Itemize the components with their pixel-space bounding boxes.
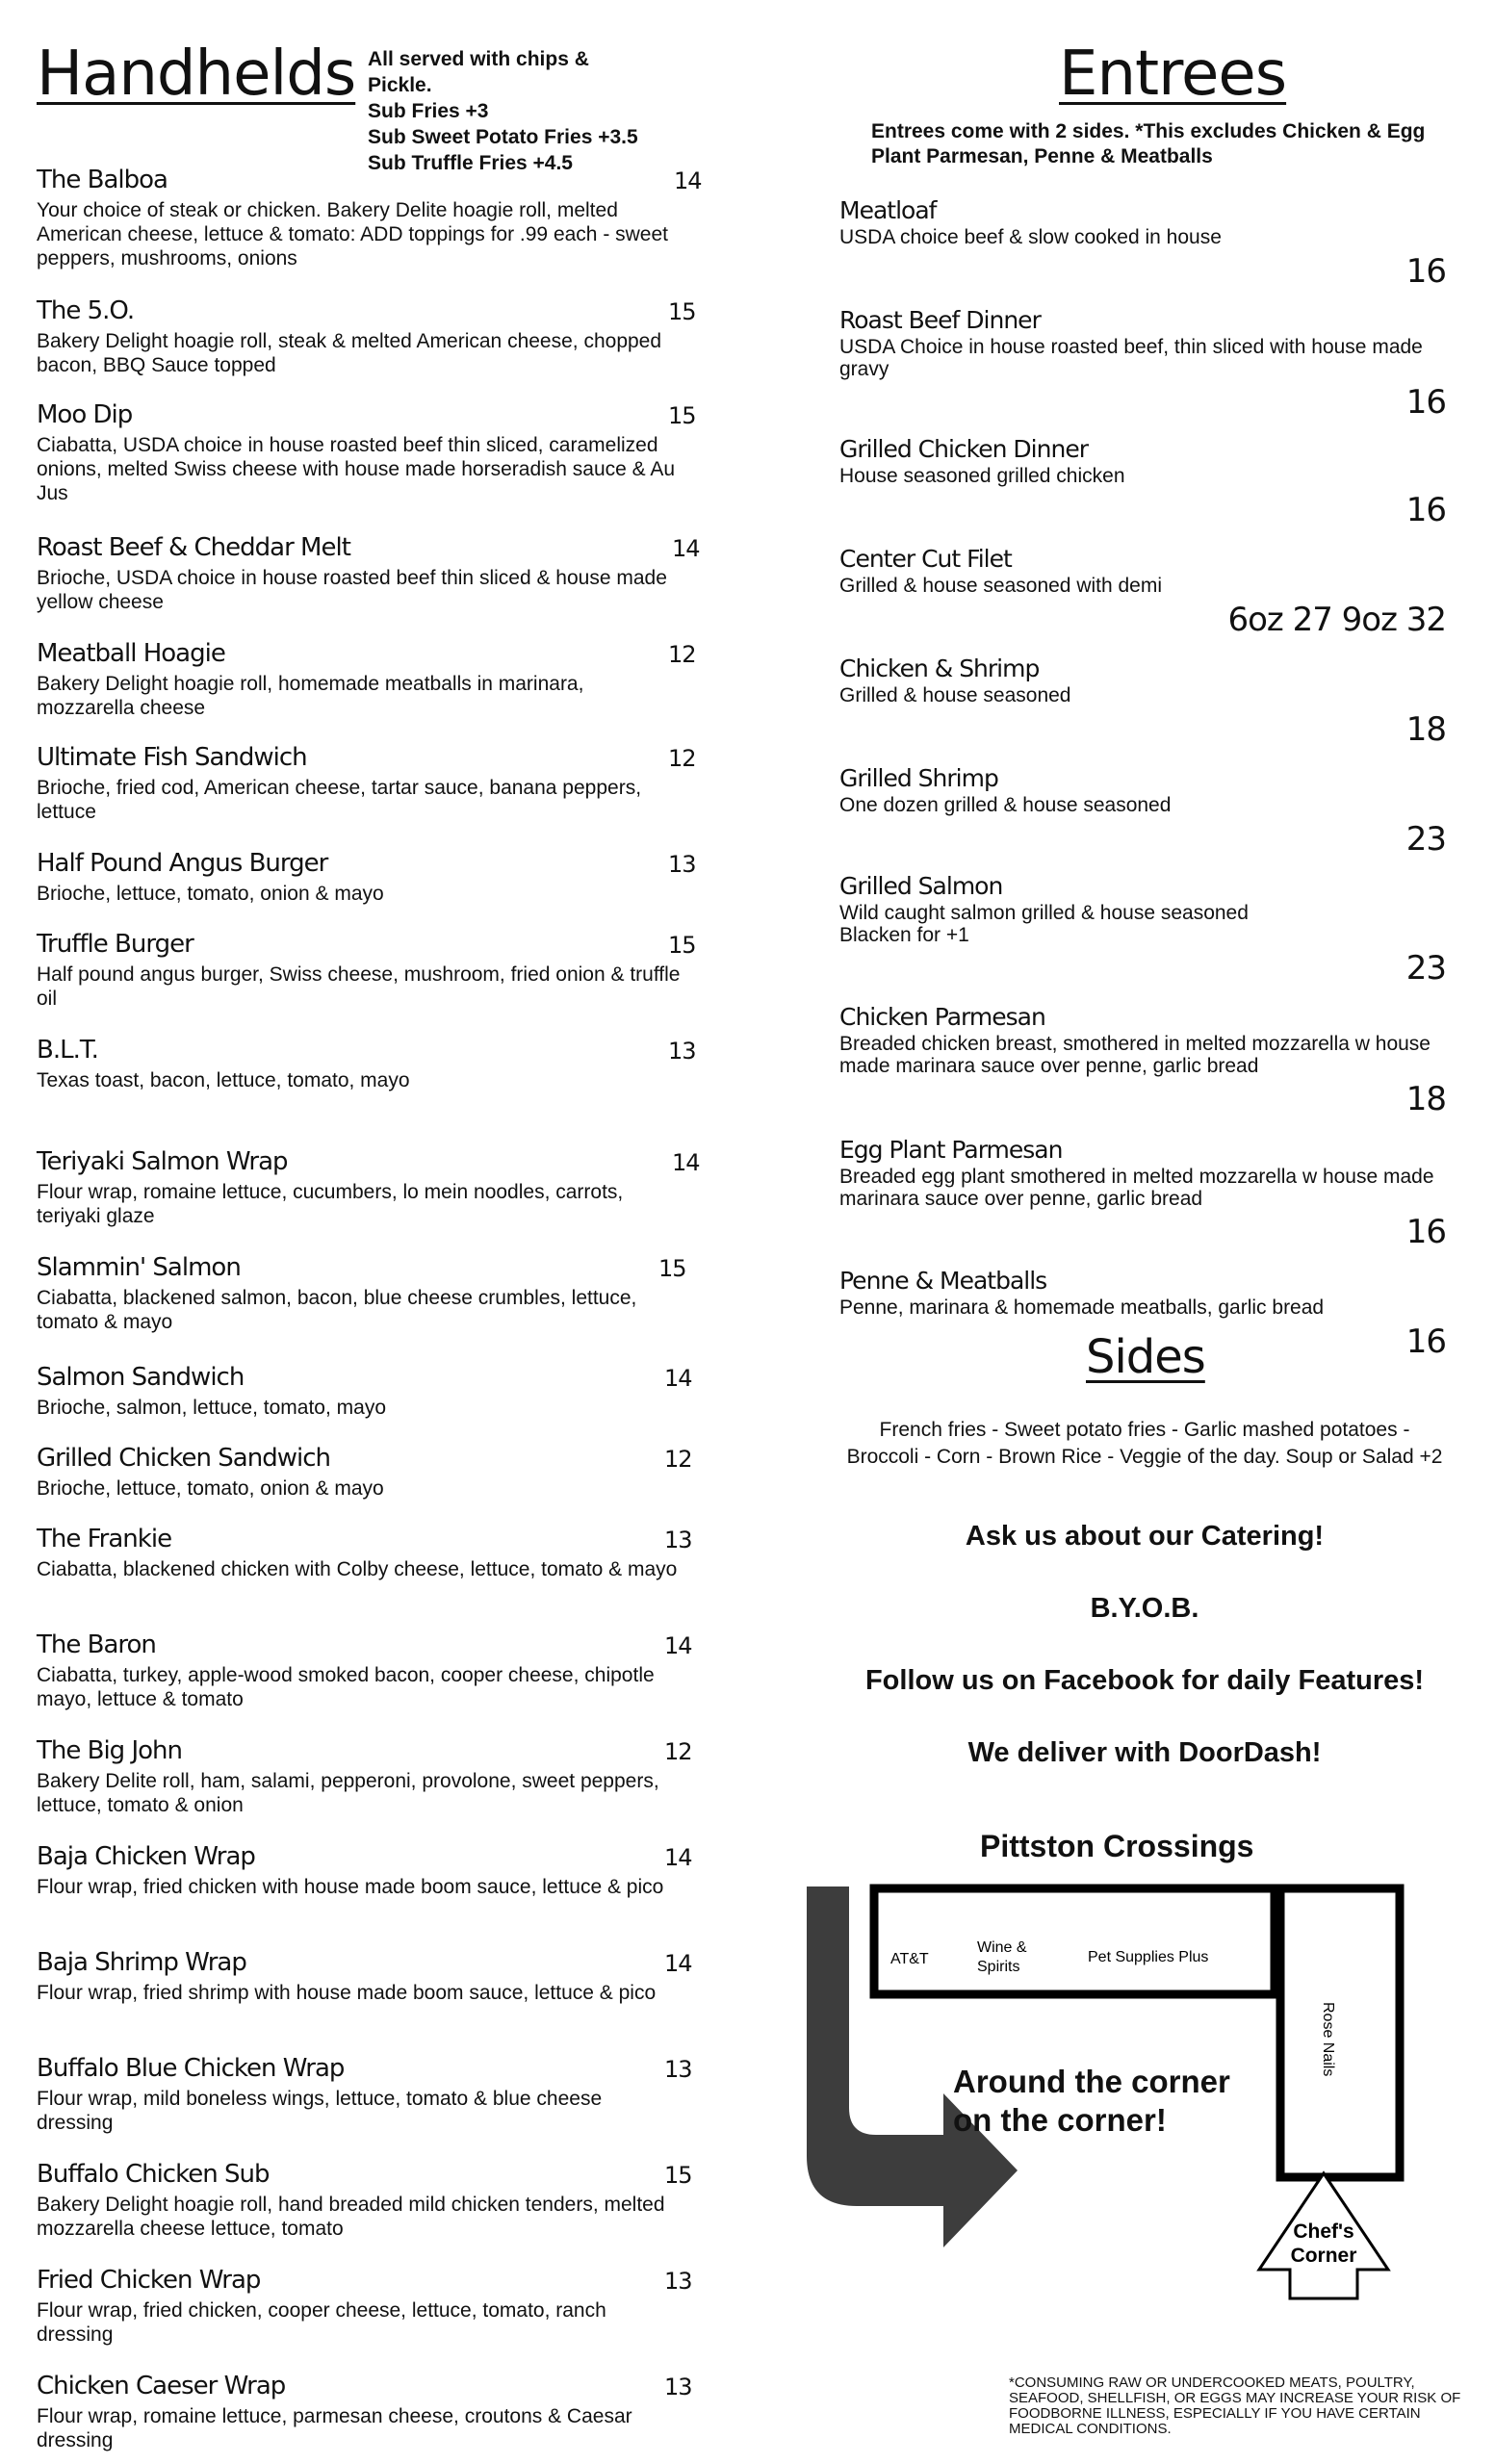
menu-item-name: The 5.O. (37, 296, 135, 325)
menu-item-description: Ciabatta, turkey, apple-wood smoked bacon, cooper cheese, chipotle mayo, lettuce & tomato (37, 1664, 655, 1710)
menu-item-price: 14 (672, 535, 700, 562)
entree-name: Roast Beef Dinner (839, 306, 1041, 334)
menu-item-price: 13 (664, 1527, 692, 1553)
menu-item-price: 15 (668, 298, 696, 325)
store-strip (874, 1888, 1275, 1994)
menu-item-name: The Balboa (37, 166, 168, 194)
entree-item (839, 306, 1446, 422)
entree-price: 6oz 27 9oz 32 (1227, 601, 1446, 639)
menu-item (37, 930, 696, 1011)
menu-item-price: 14 (674, 167, 702, 194)
food-safety-disclaimer: *CONSUMING RAW OR UNDERCOOKED MEATS, POULTRY, SEAFOOD, SHELLFISH, OR EGGS MAY INCREASE YOUR RISK OF FOODBORNE ILLNESS, ESPECIALLY IF YOU HAVE CERTAIN MEDICAL CONDITIONS. (1009, 2374, 1461, 2437)
chefs-corner-label-2: Corner (1290, 2245, 1357, 2267)
handhelds-title: Handhelds (37, 38, 356, 110)
entree-price: 16 (1405, 491, 1446, 529)
menu-item-price: 12 (664, 1446, 692, 1473)
menu-item-description: Ciabatta, blackened salmon, bacon, blue cheese crumbles, lettuce, tomato & mayo (37, 1287, 637, 1333)
promo-facebook: Follow us on Facebook for daily Features! (864, 1665, 1425, 1696)
menu-item-name: Half Pound Angus Burger (37, 849, 328, 878)
entree-name: Chicken Parmesan (839, 1003, 1045, 1031)
entree-description: Breaded chicken breast, smothered in melted mozzarella w house made marinara sauce over penne, garlic bread (839, 1033, 1431, 1077)
menu-item (37, 1736, 692, 1817)
menu-item-description: Brioche, salmon, lettuce, tomato, mayo (37, 1397, 386, 1419)
store-wine-2: Spirits (977, 1959, 1020, 1975)
menu-item-price: 12 (668, 745, 696, 772)
entree-name: Grilled Salmon (839, 872, 1003, 900)
menu-item-name: Baja Chicken Wrap (37, 1842, 255, 1871)
menu-item-price: 13 (664, 2056, 692, 2083)
menu-item (37, 2160, 692, 2241)
menu-item-price: 15 (668, 402, 696, 429)
chefs-corner-label-1: Chef's (1293, 2220, 1354, 2243)
entree-description: Breaded egg plant smothered in melted mozzarella w house made marinara sauce over penne, garlic bread (839, 1166, 1434, 1210)
menu-item-name: The Big John (37, 1736, 182, 1765)
menu-item-description: Brioche, lettuce, tomato, onion & mayo (37, 1477, 384, 1500)
entree-price: 16 (1405, 1213, 1446, 1251)
menu-item-name: B.L.T. (37, 1036, 98, 1065)
entree-description: USDA choice beef & slow cooked in house (839, 226, 1222, 248)
store-wine-1: Wine & (977, 1939, 1027, 1956)
menu-item-price: 13 (664, 2374, 692, 2400)
menu-item-price: 12 (664, 1738, 692, 1765)
menu-item (37, 639, 696, 720)
menu-item (37, 1630, 692, 1711)
menu-item-name: Ultimate Fish Sandwich (37, 743, 307, 772)
menu-item-name: Truffle Burger (37, 930, 193, 959)
menu-item-description: Flour wrap, fried shrimp with house made boom sauce, lettuce & pico (37, 1982, 657, 2004)
menu-item-name: Chicken Caeser Wrap (37, 2372, 286, 2400)
entree-item (839, 872, 1446, 988)
store-pet-supplies: Pet Supplies Plus (1088, 1949, 1209, 1965)
menu-item-description: Bakery Delight hoagie roll, steak & melted American cheese, chopped bacon, BBQ Sauce topped (37, 330, 662, 376)
handhelds-note: All served with chips & Pickle. Sub Fries +3 Sub Sweet Potato Fries +3.5 Sub Truffle Fries +4.5 (368, 48, 638, 174)
entree-price: 23 (1405, 949, 1446, 988)
menu-item (37, 1036, 696, 1092)
entree-item (839, 435, 1446, 529)
menu-item (37, 1147, 700, 1228)
menu-item-description: Flour wrap, romaine lettuce, parmesan cheese, croutons & Caesar dressing (37, 2405, 632, 2451)
menu-item (37, 166, 702, 270)
rose-nails-store (1280, 1888, 1400, 2177)
around-the-corner-text: Around the corner on the corner! (953, 2064, 1230, 2138)
entree-item (839, 1136, 1446, 1251)
menu-item-name: The Baron (37, 1630, 156, 1659)
entree-item (839, 196, 1446, 291)
menu-item (37, 2266, 692, 2347)
entree-name: Egg Plant Parmesan (839, 1136, 1063, 1164)
entree-price: 16 (1405, 252, 1446, 291)
menu-item-price: 13 (664, 2268, 692, 2295)
entree-price: 18 (1405, 1080, 1446, 1118)
entree-description: Wild caught salmon grilled & house seasoned Blacken for +1 (839, 902, 1249, 946)
menu-item-name: Roast Beef & Cheddar Melt (37, 533, 350, 562)
menu-item-name: Buffalo Chicken Sub (37, 2160, 270, 2189)
menu-item-price: 15 (664, 2162, 692, 2189)
menu-item-name: Baja Shrimp Wrap (37, 1948, 246, 1977)
menu-item (37, 1842, 692, 1899)
menu-item-price: 14 (664, 1844, 692, 1871)
menu-item-price: 14 (664, 1632, 692, 1659)
entree-name: Center Cut Filet (839, 545, 1012, 573)
entree-name: Penne & Meatballs (839, 1267, 1047, 1295)
promo-byob: B.Y.O.B. (1090, 1593, 1199, 1624)
menu-item-price: 14 (664, 1365, 692, 1392)
menu-item-name: Teriyaki Salmon Wrap (37, 1147, 288, 1176)
menu-item-name: Moo Dip (37, 400, 133, 429)
menu-item (37, 1253, 686, 1334)
menu-item-price: 13 (668, 1038, 696, 1065)
menu-item-price: 15 (668, 932, 696, 959)
menu-item-description: Ciabatta, blackened chicken with Colby cheese, lettuce, tomato & mayo (37, 1558, 678, 1580)
menu-item-description: Bakery Delite roll, ham, salami, pepperoni, provolone, sweet peppers, lettuce, tomato & onion (37, 1770, 659, 1816)
menu-item-price: 14 (672, 1149, 700, 1176)
entrees-title: Entrees (1059, 38, 1287, 110)
sides-title: Sides (1086, 1330, 1205, 1384)
entree-description: Penne, marinara & homemade meatballs, garlic bread (839, 1296, 1325, 1319)
promo-doordash: We deliver with DoorDash! (967, 1737, 1322, 1768)
menu-item-description: Bakery Delight hoagie roll, hand breaded mild chicken tenders, melted mozzarella cheese lettuce, tomato (37, 2194, 665, 2240)
menu-item-description: Bakery Delight hoagie roll, homemade meatballs in marinara, mozzarella cheese (37, 673, 584, 719)
menu-item (37, 2054, 692, 2135)
entree-price: 16 (1405, 383, 1446, 422)
store-rose-nails: Rose Nails (1320, 2002, 1336, 2077)
menu-item-description: Brioche, USDA choice in house roasted beef thin sliced & house made yellow cheese (37, 567, 667, 613)
entree-description: One dozen grilled & house seasoned (839, 794, 1172, 816)
promo-catering: Ask us about our Catering! (965, 1521, 1325, 1552)
menu-item-price: 14 (664, 1950, 692, 1977)
menu-item (37, 1948, 692, 2005)
menu-item (37, 2372, 692, 2452)
menu-item-description: Half pound angus burger, Swiss cheese, mushroom, fried onion & truffle oil (37, 963, 681, 1010)
entree-item (839, 764, 1446, 859)
menu-item-name: Salmon Sandwich (37, 1363, 245, 1392)
entree-description: House seasoned grilled chicken (839, 465, 1125, 487)
menu-item (37, 533, 700, 614)
menu-item-name: Slammin' Salmon (37, 1253, 241, 1282)
menu-item-description: Ciabatta, USDA choice in house roasted beef thin sliced, caramelized onions, melted Swiss cheese with house made horseradish sauce & Au Jus (37, 434, 676, 504)
entree-description: Grilled & house seasoned with demi (839, 575, 1163, 597)
entree-description: USDA Choice in house roasted beef, thin sliced with house made gravy (839, 336, 1423, 380)
menu-item (37, 296, 696, 377)
menu-item (37, 1444, 692, 1501)
menu-item-description: Your choice of steak or chicken. Bakery Delite hoagie roll, melted American cheese, lettuce & tomato: ADD toppings for .99 each - sweet peppers, mushrooms, onions (37, 199, 669, 270)
map-title: Pittston Crossings (980, 1829, 1254, 1863)
menu-item-price: 15 (658, 1255, 686, 1282)
menu-item-price: 13 (668, 851, 696, 878)
entree-item (839, 1003, 1446, 1118)
menu-item-description: Flour wrap, romaine lettuce, cucumbers, lo mein noodles, carrots, teriyaki glaze (37, 1181, 624, 1227)
menu-item (37, 743, 696, 824)
menu-item-description: Flour wrap, fried chicken with house made boom sauce, lettuce & pico (37, 1876, 664, 1898)
menu-item-description: Brioche, fried cod, American cheese, tartar sauce, banana peppers, lettuce (37, 777, 642, 823)
menu-item-name: Grilled Chicken Sandwich (37, 1444, 330, 1473)
store-att: AT&T (890, 1951, 929, 1967)
menu-item-description: Brioche, lettuce, tomato, onion & mayo (37, 883, 384, 905)
menu-item-name: Fried Chicken Wrap (37, 2266, 261, 2295)
menu-item-name: Buffalo Blue Chicken Wrap (37, 2054, 345, 2083)
entree-item (839, 654, 1446, 749)
entree-name: Grilled Chicken Dinner (839, 435, 1088, 463)
menu-item-description: Texas toast, bacon, lettuce, tomato, mayo (37, 1069, 410, 1091)
entree-item (839, 545, 1446, 639)
menu-item (37, 849, 696, 906)
menu-item (37, 1363, 692, 1420)
menu-item (37, 1525, 692, 1581)
menu-item-description: Flour wrap, mild boneless wings, lettuce, tomato & blue cheese dressing (37, 2088, 603, 2134)
entree-name: Grilled Shrimp (839, 764, 998, 792)
menu-item-price: 12 (668, 641, 696, 668)
entree-description: Grilled & house seasoned (839, 684, 1071, 706)
entree-price: 16 (1405, 1322, 1446, 1361)
menu-item-description: Flour wrap, fried chicken, cooper cheese, lettuce, tomato, ranch dressing (37, 2299, 606, 2346)
entree-name: Meatloaf (839, 196, 937, 224)
entrees-note: Entrees come with 2 sides. *This excludes Chicken & Egg Plant Parmesan, Penne & Meatballs (871, 120, 1426, 167)
menu-item (37, 400, 696, 505)
menu-item-name: The Frankie (37, 1525, 172, 1553)
menu-item-name: Meatball Hoagie (37, 639, 225, 668)
entree-name: Chicken & Shrimp (839, 654, 1040, 682)
entree-price: 18 (1405, 710, 1446, 749)
sides-text: French fries - Sweet potato fries - Garlic mashed potatoes - Broccoli - Corn - Brown Rice - Veggie of the day. Soup or Salad +2 (846, 1419, 1443, 1468)
entree-price: 23 (1405, 820, 1446, 859)
